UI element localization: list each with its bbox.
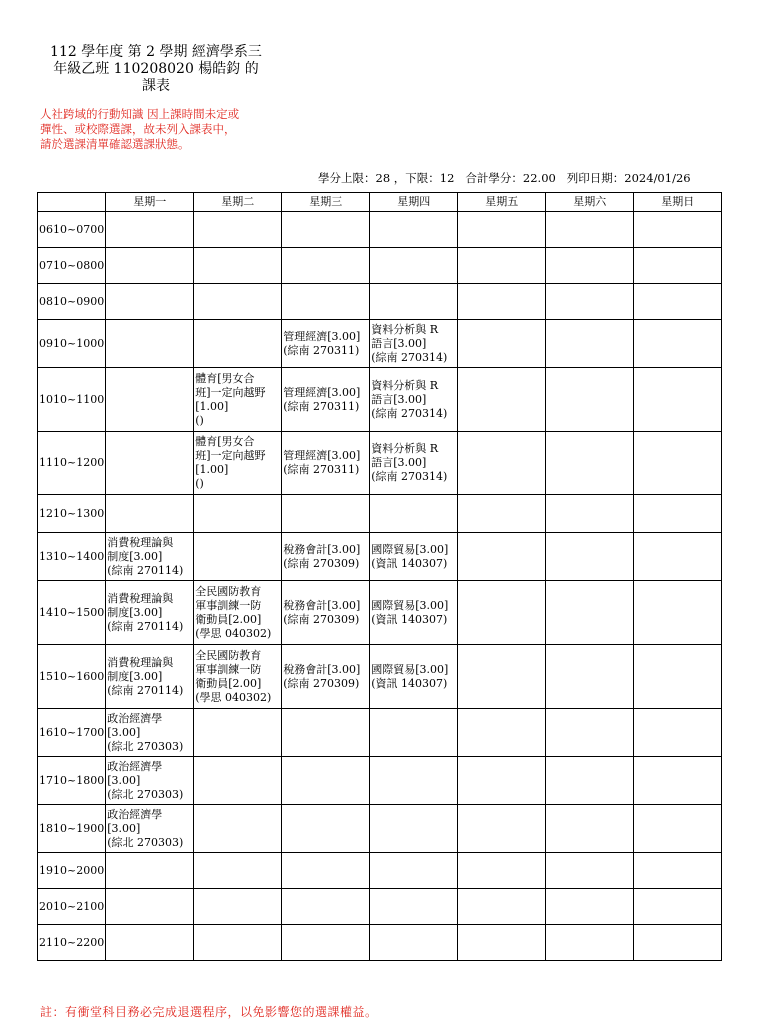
empty-cell: [546, 212, 634, 248]
empty-cell: [458, 805, 546, 853]
table-row: [38, 432, 722, 495]
course-text: [3.00]: [107, 821, 141, 835]
empty-cell: [458, 248, 546, 284]
course-text: 體育[男女合: [195, 371, 255, 385]
empty-cell: [546, 284, 634, 320]
time-slot: 1610~1700: [38, 709, 106, 757]
empty-cell: [458, 581, 546, 645]
empty-cell: [634, 645, 722, 709]
empty-cell: [194, 495, 282, 533]
course-text: (綜南 270309): [283, 612, 360, 626]
empty-cell: [194, 533, 282, 581]
table-row: [38, 368, 722, 432]
course-text: 制度[3.00]: [107, 605, 163, 619]
course-cell: [282, 581, 370, 645]
col-header-tue: 星期二: [194, 193, 282, 212]
course-cell: [106, 645, 194, 709]
empty-cell: [282, 757, 370, 805]
course-text: 班]一定向越野: [195, 385, 266, 399]
empty-cell: [634, 320, 722, 368]
empty-cell: [282, 805, 370, 853]
empty-cell: [458, 212, 546, 248]
time-slot: 2010~2100: [38, 889, 106, 925]
empty-cell: [458, 645, 546, 709]
empty-cell: [634, 248, 722, 284]
empty-cell: [370, 853, 458, 889]
empty-cell: [458, 709, 546, 757]
empty-cell: [546, 709, 634, 757]
time-slot: 1410~1500: [38, 581, 106, 645]
empty-cell: [546, 889, 634, 925]
course-text: (綜南 270311): [283, 343, 360, 357]
notice-line-1: 人社跨域的行動知識 因上課時間未定或: [40, 107, 240, 121]
credit-summary: [318, 170, 691, 186]
course-cell: [370, 581, 458, 645]
table-row: [38, 709, 722, 757]
table-row: [38, 805, 722, 853]
cross-domain-notice: [40, 107, 280, 152]
course-cell: [282, 368, 370, 432]
course-cell: [282, 533, 370, 581]
empty-cell: [194, 284, 282, 320]
course-text: 管理經濟[3.00]: [283, 449, 361, 462]
empty-cell: [370, 248, 458, 284]
empty-cell: [458, 320, 546, 368]
empty-cell: [546, 248, 634, 284]
course-text: 國際貿易[3.00]: [371, 662, 449, 676]
course-text: 消費稅理論與: [107, 535, 174, 549]
empty-cell: [194, 709, 282, 757]
table-row: [38, 645, 722, 709]
empty-cell: [106, 284, 194, 320]
empty-cell: [634, 853, 722, 889]
time-slot: 1110~1200: [38, 432, 106, 495]
time-slot: 2110~2200: [38, 925, 106, 961]
course-text: (資訊 140307): [371, 556, 448, 570]
header-row: [38, 193, 722, 212]
max-credits: 學分上限：28: [318, 171, 391, 185]
course-text: (綜北 270303): [107, 835, 184, 849]
table-row: [38, 853, 722, 889]
empty-cell: [458, 284, 546, 320]
empty-cell: [106, 212, 194, 248]
time-slot: 0610~0700: [38, 212, 106, 248]
course-text: 全民國防教育: [195, 584, 262, 598]
course-text: (綜南 270314): [371, 470, 448, 483]
table-row: [38, 284, 722, 320]
col-header-mon: 星期一: [106, 193, 194, 212]
title-line-1: 112 學年度 第 2 學期 經濟學系三: [50, 44, 262, 60]
course-text: 語言[3.00]: [371, 456, 427, 469]
empty-cell: [370, 925, 458, 961]
course-text: (綜南 270114): [107, 619, 184, 633]
course-text: 資料分析與 R: [371, 378, 438, 392]
empty-cell: [282, 284, 370, 320]
course-text: 班]一定向越野: [195, 449, 266, 462]
course-text: 政治經濟學: [107, 711, 163, 725]
empty-cell: [194, 320, 282, 368]
empty-cell: [370, 889, 458, 925]
time-slot: 1310~1400: [38, 533, 106, 581]
empty-cell: [546, 432, 634, 495]
empty-cell: [634, 284, 722, 320]
empty-cell: [546, 495, 634, 533]
course-cell: [370, 320, 458, 368]
table-row: [38, 757, 722, 805]
course-text: (綜南 270311): [283, 463, 360, 476]
empty-cell: [634, 925, 722, 961]
empty-cell: [282, 248, 370, 284]
course-cell: [282, 320, 370, 368]
course-cell: [106, 533, 194, 581]
empty-cell: [458, 432, 546, 495]
empty-cell: [194, 757, 282, 805]
empty-cell: [458, 925, 546, 961]
empty-cell: [370, 495, 458, 533]
empty-cell: [546, 757, 634, 805]
time-slot: 1710~1800: [38, 757, 106, 805]
empty-cell: [194, 248, 282, 284]
course-text: (綜南 270311): [283, 399, 360, 413]
empty-cell: [106, 853, 194, 889]
course-text: (綜南 270314): [371, 350, 448, 364]
empty-cell: [634, 757, 722, 805]
course-text: 全民國防教育: [195, 648, 262, 662]
empty-cell: [634, 805, 722, 853]
course-text: 消費稅理論與: [107, 655, 174, 669]
course-cell: [370, 432, 458, 495]
page-title: [36, 44, 276, 95]
course-text: 軍事訓練一防: [195, 662, 262, 676]
empty-cell: [546, 645, 634, 709]
empty-cell: [106, 320, 194, 368]
table-row: [38, 320, 722, 368]
schedule-table: [37, 192, 722, 961]
course-text: 政治經濟學: [107, 807, 163, 821]
time-slot: 0910~1000: [38, 320, 106, 368]
course-text: 管理經濟[3.00]: [283, 329, 361, 343]
course-text: (綜南 270309): [283, 556, 360, 570]
course-text: 稅務會計[3.00]: [283, 542, 361, 556]
course-text: (資訊 140307): [371, 676, 448, 690]
course-text: 衛動員[2.00]: [195, 612, 262, 626]
time-slot: 1510~1600: [38, 645, 106, 709]
course-text: 制度[3.00]: [107, 549, 163, 563]
course-text: (綜北 270303): [107, 739, 184, 753]
empty-cell: [282, 925, 370, 961]
empty-cell: [282, 853, 370, 889]
course-text: (綜南 270114): [107, 563, 184, 577]
course-cell: [370, 368, 458, 432]
course-cell: [106, 757, 194, 805]
course-text: (學思 040302): [195, 626, 272, 640]
course-cell: [106, 581, 194, 645]
title-line-3: 課表: [142, 78, 170, 94]
empty-cell: [106, 368, 194, 432]
empty-cell: [194, 889, 282, 925]
empty-cell: [282, 889, 370, 925]
course-cell: [194, 581, 282, 645]
empty-cell: [458, 368, 546, 432]
course-text: 政治經濟學: [107, 759, 163, 773]
empty-cell: [370, 757, 458, 805]
empty-cell: [458, 889, 546, 925]
empty-cell: [546, 581, 634, 645]
course-text: 軍事訓練一防: [195, 598, 262, 612]
course-cell: [370, 645, 458, 709]
course-text: 資料分析與 R: [371, 442, 438, 455]
empty-cell: [634, 889, 722, 925]
time-slot: 1910~2000: [38, 853, 106, 889]
empty-cell: [282, 212, 370, 248]
empty-cell: [370, 805, 458, 853]
table-row: [38, 495, 722, 533]
course-text: 衛動員[2.00]: [195, 676, 262, 690]
col-header-wed: 星期三: [282, 193, 370, 212]
course-text: 資料分析與 R: [371, 322, 438, 336]
course-text: 稅務會計[3.00]: [283, 598, 361, 612]
table-row: [38, 533, 722, 581]
empty-cell: [634, 432, 722, 495]
empty-cell: [634, 368, 722, 432]
course-text: (學思 040302): [195, 690, 272, 704]
course-text: (綜北 270303): [107, 787, 184, 801]
course-text: (資訊 140307): [371, 612, 448, 626]
time-slot: 1210~1300: [38, 495, 106, 533]
notice-line-3: 請於選課清單確認選課狀態。: [40, 137, 190, 151]
empty-cell: [546, 805, 634, 853]
empty-cell: [106, 925, 194, 961]
min-credits: ，下限：12: [393, 171, 455, 185]
notice-line-2: 彈性、或校際選課，故未列入課表中，: [40, 122, 236, 136]
course-text: 消費稅理論與: [107, 591, 174, 605]
empty-cell: [458, 757, 546, 805]
course-cell: [282, 645, 370, 709]
course-text: [1.00]: [195, 399, 229, 413]
title-line-2: 年級乙班 110208020 楊皓鈞 的: [53, 61, 259, 77]
footer-note: 註：有衝堂科目務必完成退選程序，以免影響您的選課權益。: [40, 1005, 378, 1019]
print-date: 列印日期：2024/01/26: [566, 171, 691, 185]
time-slot: 1010~1100: [38, 368, 106, 432]
empty-cell: [194, 212, 282, 248]
schedule-body: [38, 212, 722, 961]
empty-cell: [370, 212, 458, 248]
col-header-sat: 星期六: [546, 193, 634, 212]
empty-cell: [546, 368, 634, 432]
col-header-thu: 星期四: [370, 193, 458, 212]
table-row: [38, 248, 722, 284]
course-text: 稅務會計[3.00]: [283, 662, 361, 676]
table-row: [38, 212, 722, 248]
course-cell: [282, 432, 370, 495]
course-cell: [194, 432, 282, 495]
empty-cell: [370, 709, 458, 757]
empty-cell: [634, 709, 722, 757]
course-text: 語言[3.00]: [371, 392, 427, 406]
table-row: [38, 889, 722, 925]
course-text: (綜南 270314): [371, 406, 448, 420]
table-row: [38, 581, 722, 645]
course-cell: [106, 805, 194, 853]
empty-cell: [546, 925, 634, 961]
course-text: 管理經濟[3.00]: [283, 385, 361, 399]
course-text: 體育[男女合: [195, 435, 255, 448]
empty-cell: [194, 853, 282, 889]
time-slot: 0710~0800: [38, 248, 106, 284]
empty-cell: [634, 533, 722, 581]
empty-cell: [194, 805, 282, 853]
empty-cell: [634, 212, 722, 248]
course-text: [1.00]: [195, 463, 229, 476]
course-cell: [194, 645, 282, 709]
empty-cell: [458, 853, 546, 889]
empty-cell: [282, 495, 370, 533]
empty-cell: [458, 533, 546, 581]
course-text: (綜南 270114): [107, 683, 184, 697]
col-header-fri: 星期五: [458, 193, 546, 212]
course-text: [3.00]: [107, 725, 141, 739]
empty-cell: [370, 284, 458, 320]
empty-cell: [106, 495, 194, 533]
course-text: 制度[3.00]: [107, 669, 163, 683]
time-slot: 1810~1900: [38, 805, 106, 853]
time-slot: 0810~0900: [38, 284, 106, 320]
total-credits: 合計學分：22.00: [465, 171, 556, 185]
empty-cell: [634, 495, 722, 533]
course-text: (): [195, 413, 204, 427]
course-text: (綜南 270309): [283, 676, 360, 690]
empty-cell: [546, 320, 634, 368]
empty-cell: [546, 533, 634, 581]
course-cell: [106, 709, 194, 757]
course-text: 語言[3.00]: [371, 336, 427, 350]
empty-cell: [106, 248, 194, 284]
col-header-sun: 星期日: [634, 193, 722, 212]
corner-header: [38, 193, 106, 212]
course-text: 國際貿易[3.00]: [371, 598, 449, 612]
empty-cell: [106, 889, 194, 925]
course-text: [3.00]: [107, 773, 141, 787]
table-row: [38, 925, 722, 961]
course-cell: [194, 368, 282, 432]
course-text: (): [195, 477, 204, 490]
empty-cell: [282, 709, 370, 757]
empty-cell: [546, 853, 634, 889]
course-text: 國際貿易[3.00]: [371, 542, 449, 556]
empty-cell: [106, 432, 194, 495]
empty-cell: [194, 925, 282, 961]
empty-cell: [458, 495, 546, 533]
empty-cell: [634, 581, 722, 645]
course-cell: [370, 533, 458, 581]
